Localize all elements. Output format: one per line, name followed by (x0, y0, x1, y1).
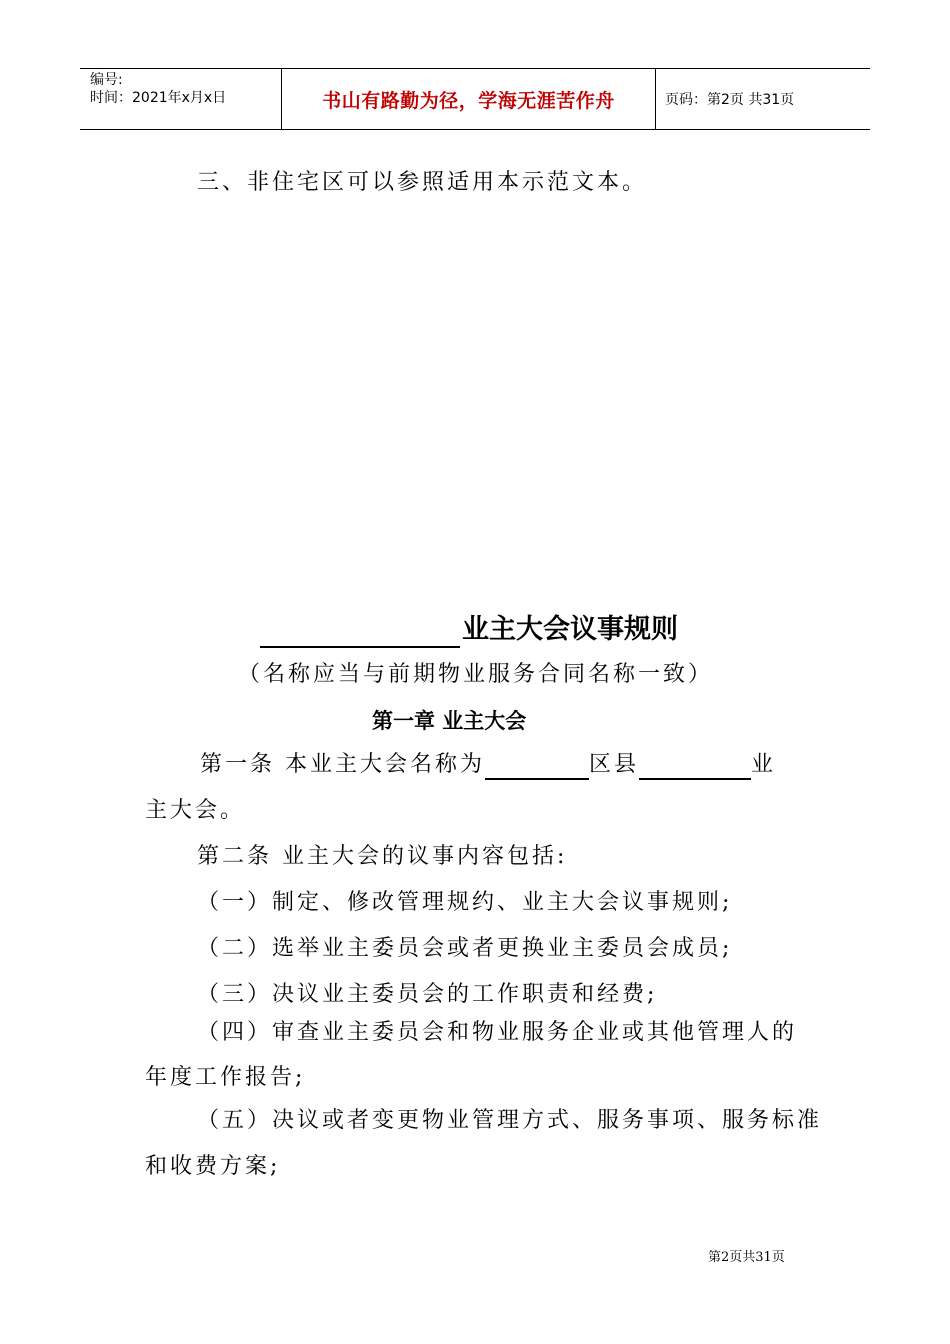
time-label: 时间：2021年x月x日 (90, 90, 227, 106)
article-1-continued: 主大会。 (145, 798, 246, 823)
document-subtitle: （名称应当与前期物业服务合同名称一致） (238, 662, 714, 687)
intro-line: 三、非住宅区可以参照适用本示范文本。 (197, 170, 648, 195)
list-item: （一）制定、修改管理规约、业主大会议事规则; (197, 890, 733, 915)
article-1 (200, 750, 776, 780)
page-code: 页码：第2页 共31页 (665, 92, 795, 108)
district-blank (485, 752, 589, 780)
list-item-continued: 和收费方案; (145, 1154, 281, 1179)
header-motto-cell (282, 69, 656, 129)
list-item: （五）决议或者变更物业管理方式、服务事项、服务标准 (197, 1108, 823, 1133)
page-footer: 第2页共31页 (708, 1250, 785, 1265)
list-item: （二）选举业主委员会或者更换业主委员会成员; (197, 936, 733, 961)
list-item: （三）决议业主委员会的工作职责和经费; (197, 982, 658, 1007)
number-label: 编号: (90, 72, 123, 88)
document-title (260, 612, 678, 648)
article-1-part3: 业 (751, 752, 777, 777)
title-text: 业主大会议事规则 (462, 614, 678, 645)
name-blank (639, 752, 751, 780)
article-1-part1: 第一条 本业主大会名称为 (200, 752, 485, 777)
article-1-part2: 区县 (589, 752, 640, 777)
list-item: （四）审查业主委员会和物业服务企业或其他管理人的 (197, 1020, 798, 1045)
motto-text: 书山有路勤为径，学海无涯苦作舟 (322, 89, 615, 112)
chapter-heading: 第一章 业主大会 (372, 709, 527, 733)
header-page-cell (656, 69, 870, 129)
page-header (80, 68, 870, 130)
header-info-cell (80, 69, 282, 129)
list-item-continued: 年度工作报告; (145, 1065, 306, 1090)
title-blank (260, 618, 460, 648)
article-2: 第二条 业主大会的议事内容包括: (197, 844, 568, 869)
